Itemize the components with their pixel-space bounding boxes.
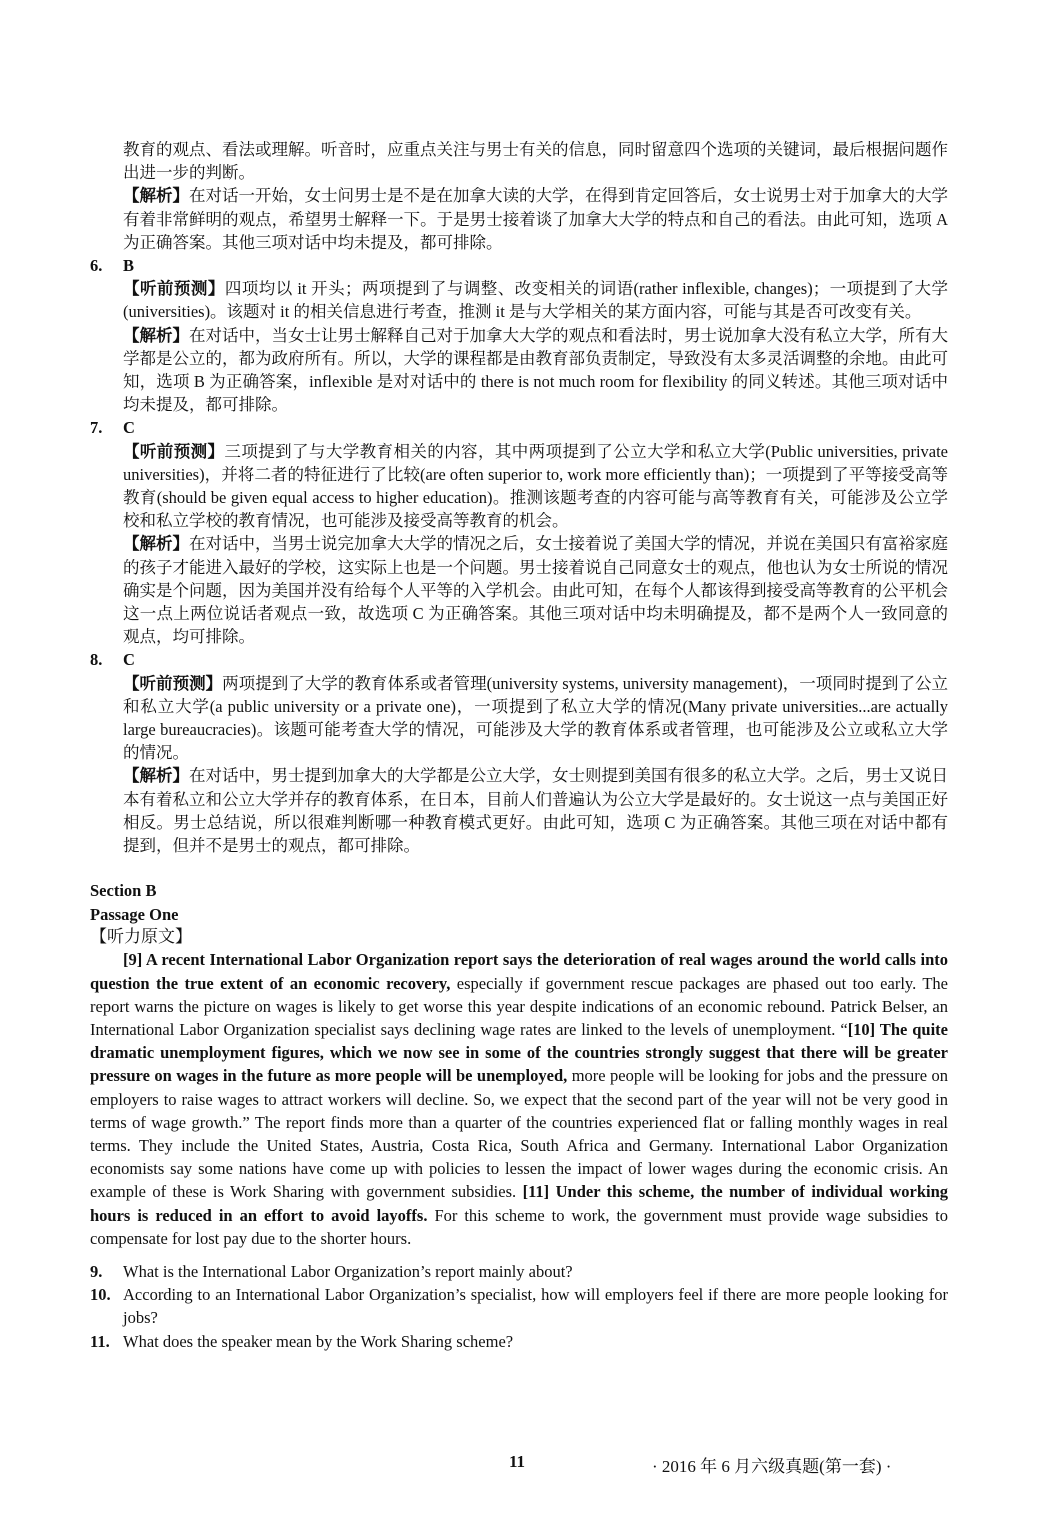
- running-title: · 2016 年 6 月六级真题(第一套) ·: [652, 1457, 892, 1476]
- answer-item-6: [90, 254, 948, 416]
- item-answer: C: [123, 418, 135, 438]
- passage-transcript: [90, 948, 948, 1250]
- section-title: Section B: [90, 881, 157, 901]
- prediction-tag: 【听前预测】: [123, 441, 225, 461]
- prediction-text: 三项提到了与大学教育相关的内容，其中两项提到了公立大学和私立大学(Public universities, private universities)，并将二者的特征进行了比较(are often superior to, work more efficiently than)；一项提到了平等接受高等教育(should be given equal access to higher education)。推测该题考查的内容可能与高等教育有关，可能涉及公立学校和私立学校的教育情况，也可能涉及接受高等教育的机会。: [123, 441, 949, 531]
- item-number: 7.: [90, 418, 103, 438]
- question-number: 11.: [90, 1331, 110, 1351]
- passage-key-sentence-9: [9] A recent International Labor Organization report says the deterioration of real wages around the world calls into question the true extent of an economic recovery,: [90, 950, 948, 993]
- item-number: 8.: [90, 650, 103, 670]
- passage-text: especially if government rescue packages are phased out too early. The report warns the picture on wages is likely to get worse this year despite indications of an economic rebound. Patrick Belser, an International Labor Organization specialist says declining wage rates are linked to the levels of unemployment. “: [90, 973, 948, 1039]
- prediction-text: 两项提到了大学的教育体系或者管理(university systems, university management)，一项同时提到了公立和私立大学(a public university or a private one)，一项提到了私立大学的情况(Many private universities...are actually large bureaucracies)。该题可能考查大学的情况，可能涉及大学的教育体系或者管理，也可能涉及公立或私立大学的情况。: [123, 673, 948, 763]
- question-item-10: [90, 1283, 948, 1329]
- prediction-text: 四项均以 it 开头；两项提到了与调整、改变相关的词语(rather inflexible, changes)；一项提到了大学(universities)。该题对 it 的相关信息进行考查，推测 it 是与大学相关的某方面内容，可能与其是否可改变有关。: [123, 279, 949, 322]
- analysis-paragraph: [90, 324, 948, 417]
- question-text: According to an International Labor Organization’s specialist, how will employers feel if there are more people looking for jobs?: [123, 1285, 948, 1328]
- passage-key-sentence-11: [11] Under this scheme, the number of individual working hours is reduced in an effort to avoid layoffs.: [90, 1182, 949, 1225]
- question-number: 9.: [90, 1261, 103, 1281]
- passage-text: more people will be looking for jobs and the pressure on employers to raise wages to attract workers will decline. So, we expect that the second part of the year will not be very good in terms of wage growth.” The report finds more than a quarter of the countries experienced flat or falling monthly wages in real terms. They include the United States, Austria, Costa Rica, South Africa and Germany. International Labor Organization economists say some nations have come up with policies to lessen the impact of lower wages during the economic crisis. An example of these is Work Sharing with government subsidies.: [90, 1066, 948, 1202]
- analysis-text: 在对话中，当男士说完加拿大大学的情况之后，女士接着说了美国大学的情况，并说在美国只有富裕家庭的孩子才能进入最好的学校，这实际上也是一个问题。男士接着说自己同意女士的观点，他也认为女士所说的情况确实是个问题，因为美国并没有给每个人平等的入学机会。由此可知，在每个人都该得到接受高等教育的公平机会这一点上两位说话者观点一致，故选项 C 为正确答案。其他三项对话中均未明确提及，都不是两个人一致同意的观点，均可排除。: [123, 534, 948, 647]
- passage-title: Passage One: [90, 904, 179, 924]
- item-header: [90, 416, 948, 439]
- question-list: [90, 1260, 948, 1353]
- passage-text: For this scheme to work, the government must provide wage subsidies to compensate for lost pay due to the shorter hours.: [90, 1205, 948, 1248]
- item-answer: C: [123, 650, 135, 670]
- prediction-paragraph: [90, 672, 948, 765]
- spacer: [90, 857, 948, 879]
- analysis-tag: 【解析】: [123, 534, 189, 554]
- question-item-9: [90, 1260, 948, 1283]
- question-item-11: [90, 1330, 948, 1353]
- question-text: What does the speaker mean by the Work Sharing scheme?: [123, 1331, 514, 1351]
- analysis-text: 在对话中，男士提到加拿大的大学都是公立大学，女士则提到美国有很多的私立大学。之后，男士又说日本有着私立和公立大学并存的教育体系，在日本，目前人们普遍认为公立大学是最好的。女士说这一点与美国正好相反。男士总结说，所以很难判断哪一种教育模式更好。由此可知，选项 C 为正确答案。其他三项在对话中都有提到，但并不是男士的观点，都可排除。: [123, 766, 948, 856]
- q5-prediction-tail: 教育的观点、看法或理解。听音时，应重点关注与男士有关的信息，同时留意四个选项的关键词，最后根据问题作出进一步的判断。: [123, 140, 948, 183]
- analysis-tag: 【解析】: [123, 325, 189, 345]
- prediction-paragraph: [90, 440, 948, 533]
- q5-analysis: [90, 184, 948, 254]
- analysis-tag: 【解析】: [123, 186, 189, 206]
- analysis-text: 在对话中，当女士让男士解释自己对于加拿大大学的观点和看法时，男士说加拿大没有私立大学，所有大学都是公立的，都为政府所有。所以，大学的课程都是由教育部负责制定，导致没有太多灵活调整的余地。由此可知，选项 B 为正确答案，inflexible 是对对话中的 there is not much room for flexibility 的同义转述。其他三项对话中均未提及，都可排除。: [123, 325, 948, 415]
- analysis-tag: 【解析】: [123, 766, 189, 786]
- item-header: [90, 254, 948, 277]
- prediction-paragraph: [90, 277, 948, 323]
- item-number: 6.: [90, 256, 103, 276]
- prediction-tag: 【听前预测】: [123, 673, 223, 693]
- transcript-label: 【听力原文】: [90, 927, 192, 948]
- spacer: [90, 1250, 948, 1260]
- page-number: 11: [509, 1452, 526, 1471]
- item-answer: B: [123, 256, 135, 276]
- item-header: [90, 648, 948, 671]
- answer-item-8: [90, 648, 948, 857]
- question-number: 10.: [90, 1285, 111, 1305]
- passage-key-sentence-10: [10] The quite dramatic unemployment figures, which we now see in some of the countries strongly suggest that there will be greater pressure on wages in the future as more people will be unemployed,: [90, 1019, 948, 1086]
- analysis-paragraph: [90, 764, 948, 857]
- question-text: What is the International Labor Organization’s report mainly about?: [123, 1261, 573, 1281]
- answer-item-7: [90, 416, 948, 648]
- page-content: [90, 138, 948, 1353]
- prediction-tag: 【听前预测】: [123, 279, 225, 299]
- analysis-text: 在对话一开始，女士问男士是不是在加拿大读的大学，在得到肯定回答后，女士说男士对于加拿大的大学有着非常鲜明的观点，希望男士解释一下。于是男士接着谈了加拿大大学的特点和自己的看法。由此可知，选项 A 为正确答案。其他三项对话中均未提及，都可排除。: [123, 186, 948, 252]
- analysis-paragraph: [90, 532, 948, 648]
